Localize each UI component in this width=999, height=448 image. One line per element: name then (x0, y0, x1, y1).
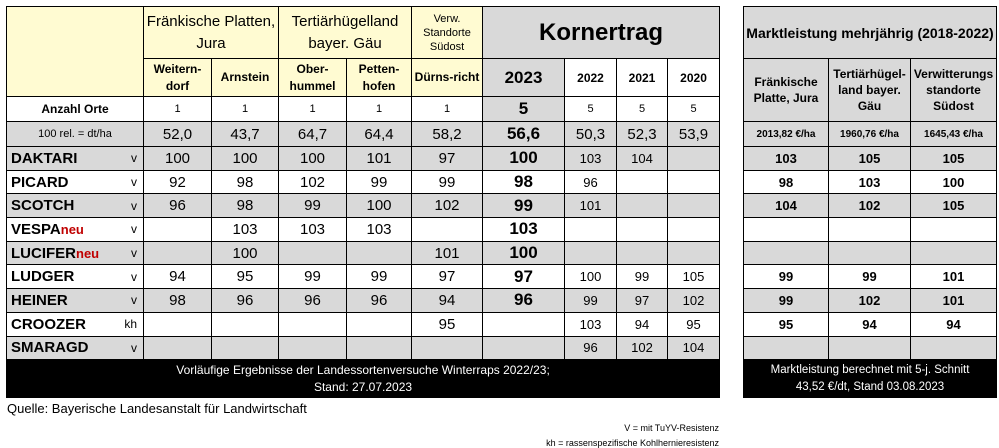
legend-v-note: V = mit TuYV-Resistenz (624, 423, 719, 433)
yield-cell: 100 (565, 265, 617, 289)
reference-cell: 56,6 (483, 122, 565, 147)
yield-cell: 96 (483, 289, 565, 313)
market-cell: 103 (829, 170, 911, 194)
yield-cell: 96 (212, 289, 279, 313)
variety-name: SMARAGD (11, 339, 89, 357)
reference-cell: 58,2 (412, 122, 483, 147)
market-col-franken: Fränkische Platte, Jura (744, 59, 829, 122)
market-row (744, 147, 997, 171)
location-weiterndorf: Weitern- dorf (144, 59, 212, 97)
location-pettenhofen: Petten- hofen (347, 59, 412, 97)
market-cell: 105 (911, 194, 997, 218)
yield-cell: 103 (212, 218, 279, 242)
source-note: Quelle: Bayerische Landesanstalt für Landwirtschaft (7, 401, 307, 416)
variety-name: PICARD (11, 173, 69, 191)
reference-cell: 50,3 (565, 122, 617, 147)
yield-cell: 104 (617, 147, 668, 171)
yield-cell (617, 218, 668, 242)
reference-cell: 43,7 (212, 122, 279, 147)
yield-cell (347, 336, 412, 360)
yield-cell (279, 336, 347, 360)
market-reference-cell: 1960,76 €/ha (829, 122, 911, 147)
location-arnstein: Arnstein (212, 59, 279, 97)
market-cell (911, 336, 997, 360)
yield-cell: 103 (483, 218, 565, 242)
resistance-marker: v (131, 151, 137, 166)
orte-label: Anzahl Orte (7, 97, 144, 122)
market-cell (744, 336, 829, 360)
yield-cell: 96 (279, 289, 347, 313)
market-cell: 102 (829, 194, 911, 218)
market-cell: 105 (911, 147, 997, 171)
group-header-franken: Fränkische Platten, Jura (144, 7, 279, 59)
yield-table (6, 6, 720, 398)
market-row (744, 289, 997, 313)
yield-cell: 100 (144, 147, 212, 171)
market-row (744, 265, 997, 289)
market-cell: 101 (911, 289, 997, 313)
market-cell: 101 (911, 265, 997, 289)
yield-cell: 92 (144, 170, 212, 194)
market-cell: 99 (744, 289, 829, 313)
yield-cell: 100 (212, 147, 279, 171)
market-reference-row (744, 122, 997, 147)
yield-cell: 103 (279, 218, 347, 242)
market-cell: 104 (744, 194, 829, 218)
yield-cell: 101 (347, 147, 412, 171)
resistance-marker: v (131, 198, 137, 213)
variety-name: CROOZER (11, 315, 86, 333)
yield-cell: 100 (483, 147, 565, 171)
yield-cell (668, 241, 720, 265)
yield-cell: 103 (347, 218, 412, 242)
resistance-marker: v (131, 175, 137, 190)
yield-cell (412, 336, 483, 360)
yield-cell (617, 170, 668, 194)
yield-cell: 97 (483, 265, 565, 289)
yield-cell: 94 (412, 289, 483, 313)
market-row (744, 218, 997, 242)
variety-row (7, 194, 720, 218)
variety-name: SCOTCH (11, 197, 75, 215)
yield-cell: 96 (144, 194, 212, 218)
market-cell: 94 (829, 312, 911, 336)
yield-cell: 95 (412, 312, 483, 336)
yield-cell: 102 (412, 194, 483, 218)
yield-cell: 96 (565, 336, 617, 360)
reference-cell: 52,3 (617, 122, 668, 147)
market-footer-line2: 43,52 €/dt, Stand 03.08.2023 (795, 380, 945, 393)
variety-row (7, 241, 720, 265)
reference-cell: 64,7 (279, 122, 347, 147)
yield-cell: 102 (279, 170, 347, 194)
market-footer-line1: Marktleistung berechnet mit 5-j. Schnitt (770, 363, 970, 376)
orte-cell: 1 (412, 97, 483, 122)
yield-cell: 95 (668, 312, 720, 336)
yield-cell (347, 241, 412, 265)
market-row (744, 336, 997, 360)
orte-cell: 5 (483, 97, 565, 122)
year-2020: 2020 (668, 59, 720, 97)
yield-cell: 99 (279, 265, 347, 289)
variety-row (7, 170, 720, 194)
variety-row (7, 147, 720, 171)
resistance-marker: v (131, 293, 137, 308)
market-reference-cell: 1645,43 €/ha (911, 122, 997, 147)
yield-cell: 103 (565, 312, 617, 336)
orte-cell: 1 (212, 97, 279, 122)
yield-cell: 98 (483, 170, 565, 194)
yield-cell: 98 (212, 170, 279, 194)
yield-cell: 100 (347, 194, 412, 218)
yield-cell (668, 170, 720, 194)
resistance-marker: v (131, 269, 137, 284)
year-2023: 2023 (483, 59, 565, 97)
yield-cell: 101 (565, 194, 617, 218)
yield-cell: 99 (483, 194, 565, 218)
variety-name-cell (7, 170, 144, 194)
market-cell (829, 336, 911, 360)
resistance-marker: v (131, 340, 137, 355)
variety-name-cell (7, 218, 144, 242)
group-header-tertiaer: Tertiärhügelland bayer. Gäu (279, 7, 412, 59)
yield-cell: 102 (668, 289, 720, 313)
yield-cell: 103 (565, 147, 617, 171)
market-cell: 102 (829, 289, 911, 313)
yield-cell (144, 218, 212, 242)
main-footer-line1: Vorläufige Ergebnisse der Landessortenversuche Winterraps 2022/23; (176, 362, 550, 377)
yield-cell: 98 (212, 194, 279, 218)
yield-cell (483, 336, 565, 360)
variety-row (7, 312, 720, 336)
market-cell (911, 218, 997, 242)
market-cell (829, 241, 911, 265)
yield-cell (347, 312, 412, 336)
yield-cell: 96 (347, 289, 412, 313)
yield-cell: 94 (144, 265, 212, 289)
market-cell (911, 241, 997, 265)
variety-name: LUCIFER (11, 244, 76, 262)
yield-cell: 99 (617, 265, 668, 289)
market-col-suedost: Verwitterungs standorte Südost (911, 59, 997, 122)
yield-cell (617, 241, 668, 265)
market-cell: 105 (829, 147, 911, 171)
yield-cell (668, 194, 720, 218)
variety-name: LUDGER (11, 268, 75, 286)
market-footer (744, 360, 997, 398)
yield-cell: 102 (617, 336, 668, 360)
yield-cell: 96 (565, 170, 617, 194)
market-row (744, 170, 997, 194)
market-col-tertiaer: Tertiärhügel- land bayer. Gäu (829, 59, 911, 122)
yield-cell: 99 (412, 170, 483, 194)
yield-cell (279, 312, 347, 336)
market-cell: 98 (744, 170, 829, 194)
variety-name-cell (7, 265, 144, 289)
yield-cell: 97 (412, 265, 483, 289)
yield-cell (212, 336, 279, 360)
yield-cell: 101 (412, 241, 483, 265)
variety-row (7, 289, 720, 313)
variety-name-cell (7, 147, 144, 171)
reference-cell: 52,0 (144, 122, 212, 147)
reference-cell: 53,9 (668, 122, 720, 147)
orte-cell: 5 (565, 97, 617, 122)
market-cell (829, 218, 911, 242)
yield-cell: 104 (668, 336, 720, 360)
market-cell: 99 (829, 265, 911, 289)
market-cell: 100 (911, 170, 997, 194)
variety-name-cell (7, 336, 144, 360)
main-footer-line2: Stand: 27.07.2023 (313, 379, 413, 394)
variety-name-cell (7, 289, 144, 313)
yield-cell: 94 (617, 312, 668, 336)
new-variety-badge: neu (76, 245, 100, 261)
yield-cell (212, 312, 279, 336)
market-footer-row (744, 360, 997, 398)
resistance-marker: v (131, 246, 137, 261)
resistance-marker: kh (124, 317, 137, 332)
market-cell: 103 (744, 147, 829, 171)
market-cell: 95 (744, 312, 829, 336)
yield-cell (565, 218, 617, 242)
yield-cell (412, 218, 483, 242)
kornertrag-title: Kornertrag (483, 7, 720, 59)
yield-cell: 98 (144, 289, 212, 313)
market-reference-cell: 2013,82 €/ha (744, 122, 829, 147)
variety-name-cell (7, 312, 144, 336)
reference-row (7, 122, 720, 147)
reference-label: 100 rel. = dt/ha (7, 122, 144, 147)
yield-cell (617, 194, 668, 218)
yield-cell: 99 (565, 289, 617, 313)
yield-cell (144, 336, 212, 360)
yield-cell: 97 (412, 147, 483, 171)
orte-cell: 1 (144, 97, 212, 122)
orte-cell: 1 (347, 97, 412, 122)
yield-cell: 99 (279, 194, 347, 218)
resistance-marker: v (131, 222, 137, 237)
yield-cell: 100 (279, 147, 347, 171)
market-cell: 99 (744, 265, 829, 289)
market-title: Marktleistung mehrjährig (2018-2022) (744, 7, 997, 59)
variety-row (7, 218, 720, 242)
market-cell (744, 241, 829, 265)
orte-row (7, 97, 720, 122)
orte-cell: 1 (279, 97, 347, 122)
variety-row (7, 336, 720, 360)
reference-cell: 64,4 (347, 122, 412, 147)
main-footer-row (7, 360, 720, 398)
market-row (744, 312, 997, 336)
yield-cell (668, 147, 720, 171)
group-header-suedost: Verw. Standorte Südost (412, 7, 483, 59)
yield-cell: 97 (617, 289, 668, 313)
variety-name-cell (7, 194, 144, 218)
yield-cell (565, 241, 617, 265)
yield-cell (144, 241, 212, 265)
new-variety-badge: neu (60, 221, 84, 237)
yield-cell: 99 (347, 170, 412, 194)
market-row (744, 194, 997, 218)
year-2022: 2022 (565, 59, 617, 97)
yield-cell: 105 (668, 265, 720, 289)
yield-cell: 100 (212, 241, 279, 265)
yield-cell (279, 241, 347, 265)
variety-name: DAKTARI (11, 149, 78, 167)
orte-cell: 5 (668, 97, 720, 122)
orte-cell: 5 (617, 97, 668, 122)
location-duernsricht: Dürns-richt (412, 59, 483, 97)
legend-kh-note: kh = rassenspezifische Kohlhernieresistenz (546, 438, 719, 448)
market-cell: 94 (911, 312, 997, 336)
corner-cell (7, 7, 144, 97)
variety-name-cell (7, 241, 144, 265)
market-row (744, 241, 997, 265)
yield-cell (668, 218, 720, 242)
market-table (743, 6, 997, 398)
variety-row (7, 265, 720, 289)
variety-name: VESPA (11, 220, 61, 238)
yield-cell (483, 312, 565, 336)
yield-cell (144, 312, 212, 336)
yield-cell: 99 (347, 265, 412, 289)
market-cell (744, 218, 829, 242)
main-footer (7, 360, 720, 398)
yield-cell: 95 (212, 265, 279, 289)
year-2021: 2021 (617, 59, 668, 97)
variety-name: HEINER (11, 291, 68, 309)
location-oberhummel: Ober- hummel (279, 59, 347, 97)
yield-cell: 100 (483, 241, 565, 265)
